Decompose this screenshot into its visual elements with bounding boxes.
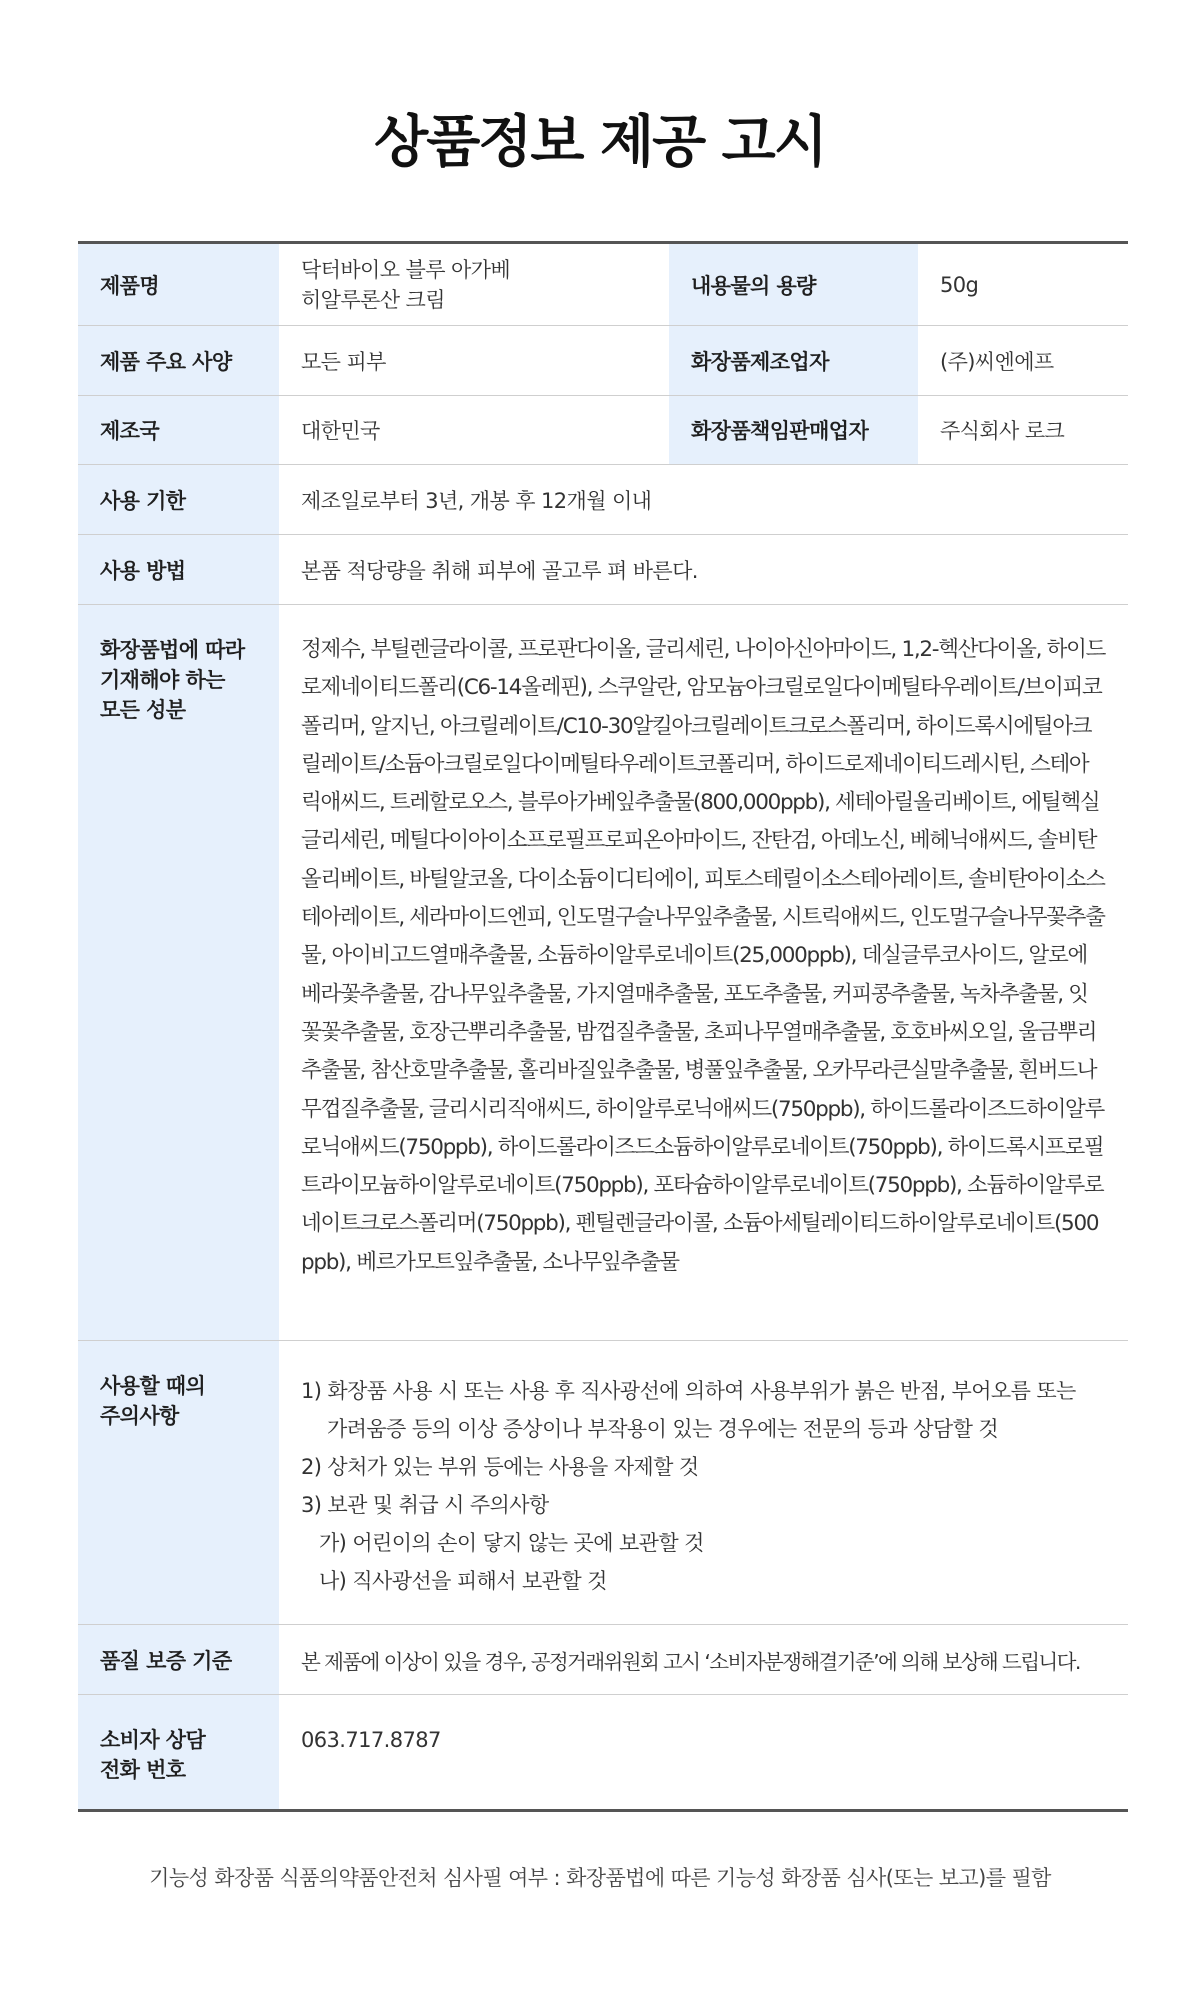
manufacturer-label: 화장품제조업자: [669, 326, 918, 396]
table-row-usage: [78, 535, 1128, 605]
ingredients-cell: [279, 605, 1128, 1341]
caution-item: 2) 상처가 있는 부위 등에는 사용을 자제할 것: [301, 1455, 699, 1479]
ingredients-list-text: 정제수, 부틸렌글라이콜, 프로판다이올, 글리세린, 나이아신아마이드, 1,2-헥산다이올, 하이드로제네이티드폴리(C6-14올레핀), 스쿠알란, 암모늄아크릴로일다이메틸타우레이트/브이피코폴리머, 알지닌, 아크릴레이트/C10-30알킬아크릴레이트크로스폴리머, 하이드록시에틸아크릴레이트/소듐아크릴로일다이메틸타우레이트코폴리머, 하이드로제네이티드레시틴, 스테아릭애씨드, 트레할로오스, 블루아가베잎추출물(800,000ppb), 세테아릴올리베이트, 에틸헥실글리세린, 메틸다이아이소프로필프로피온아마이드, 잔탄검, 아데노신, 베헤닉애씨드, 솔비탄올리베이트, 바틸알코올, 다이소듐이디티에이, 피토스테릴이소스테아레이트, 솔비탄아이소스테아레이트, 세라마이드엔피, 인도멀구슬나무잎추출물, 시트릭애씨드, 인도멀구슬나무꽃추출물, 아이비고드열매추출물, 소듐하이알루로네이트(25,000ppb), 데실글루코사이드, 알로에베라꽃추출물, 감나무잎추출물, 가지열매추출물, 포도추출물, 커피콩추출물, 녹차추출물, 잇꽃꽃추출물, 호장근뿌리추출물, 밤껍질추출물, 초피나무열매추출물, 호호바씨오일, 울금뿌리추출물, 참산호말추출물, 홀리바질잎추출물, 병풀잎추출물, 오카무라큰실말추출물, 흰버드나무껍질추출물, 글리시리직애씨드, 하이알루로닉애씨드(750ppb), 하이드롤라이즈드하이알루로닉애씨드(750ppb), 하이드롤라이즈드소듐하이알루로네이트(750ppb), 하이드록시프로필트라이모늄하이알루로네이트(750ppb), 포타슘하이알루로네이트(750ppb), 소듐하이알루로네이트크로스폴리머(750ppb), 펜틸렌글라이콜, 소듐아세틸레이티드하이알루로네이트(500ppb), 베르가모트잎추출물, 소나무잎추출물: [301, 637, 1106, 1275]
expiry-value: 제조일로부터 3년, 개봉 후 12개월 이내: [279, 465, 1128, 535]
usage-label: 사용 방법: [78, 535, 279, 605]
caution-label-line-1: 사용할 때의: [100, 1374, 206, 1398]
ingredients-label-line-1: 화장품법에 따라: [100, 638, 245, 662]
table-row-quality: [78, 1625, 1128, 1695]
caution-item: 3) 보관 및 취급 시 주의사항: [301, 1493, 549, 1517]
page-title: 상품정보 제공 고시: [374, 110, 826, 175]
quality-label: 품질 보증 기준: [78, 1625, 279, 1695]
caution-label-line-2: 주의사항: [100, 1404, 179, 1428]
volume-label: 내용물의 용량: [669, 243, 918, 326]
seller-value: 주식회사 로크: [918, 396, 1128, 465]
manufacturer-value: (주)씨엔에프: [918, 326, 1128, 396]
product-name-line-1: 닥터바이오 블루 아가베: [301, 257, 511, 282]
contact-label: [78, 1695, 279, 1811]
contact-phone: 063.717.8787: [301, 1728, 441, 1752]
table-row-contact: [78, 1695, 1128, 1811]
caution-label: [78, 1341, 279, 1625]
table-row-product-name: [78, 243, 1128, 326]
expiry-label: 사용 기한: [78, 465, 279, 535]
spec-label: 제품 주요 사양: [78, 326, 279, 396]
ingredients-label: [78, 605, 279, 1341]
caution-item: 나) 직사광선을 피해서 보관할 것: [319, 1569, 607, 1593]
quality-text: 본 제품에 이상이 있을 경우, 공정거래위원회 고시 ‘소비자분쟁해결기준’에 의해 보상해 드립니다.: [301, 1649, 1080, 1674]
ingredients-label-line-3: 모든 성분: [100, 698, 186, 722]
contact-label-line-1: 소비자 상담: [100, 1728, 206, 1752]
country-label: 제조국: [78, 396, 279, 465]
table-row-ingredients: [78, 605, 1128, 1341]
table-row-caution: [78, 1341, 1128, 1625]
product-name-line-2: 히알루론산 크림: [301, 287, 445, 312]
contact-label-line-2: 전화 번호: [100, 1758, 186, 1782]
caution-item: 가려움증 등의 이상 증상이나 부작용이 있는 경우에는 전문의 등과 상담할 것: [327, 1417, 999, 1441]
country-value: 대한민국: [279, 396, 669, 465]
usage-value: 본품 적당량을 취해 피부에 골고루 펴 바른다.: [279, 535, 1128, 605]
caution-item: 1) 화장품 사용 시 또는 사용 후 직사광선에 의하여 사용부위가 붉은 반점, 부어오름 또는: [301, 1379, 1076, 1403]
caution-item: 가) 어린이의 손이 닿지 않는 곳에 보관할 것: [319, 1531, 704, 1555]
caution-cell: [279, 1341, 1128, 1625]
quality-value: [279, 1625, 1128, 1695]
functional-cosmetic-footnote: 기능성 화장품 식품의약품안전처 심사필 여부 : 화장품법에 따른 기능성 화장품 심사(또는 보고)를 필함: [149, 1866, 1051, 1890]
table-row-country: [78, 396, 1128, 465]
table-row-expiry: [78, 465, 1128, 535]
contact-cell: [279, 1695, 1128, 1811]
caution-list: [301, 1341, 1106, 1600]
product-name-label: 제품명: [78, 243, 279, 326]
product-info-table: [78, 241, 1128, 1812]
product-name-value: [279, 243, 669, 326]
seller-label: 화장품책임판매업자: [669, 396, 918, 465]
volume-value: 50g: [918, 243, 1128, 326]
spec-value: 모든 피부: [279, 326, 669, 396]
table-row-spec: [78, 326, 1128, 396]
ingredients-label-line-2: 기재해야 하는: [100, 668, 225, 692]
